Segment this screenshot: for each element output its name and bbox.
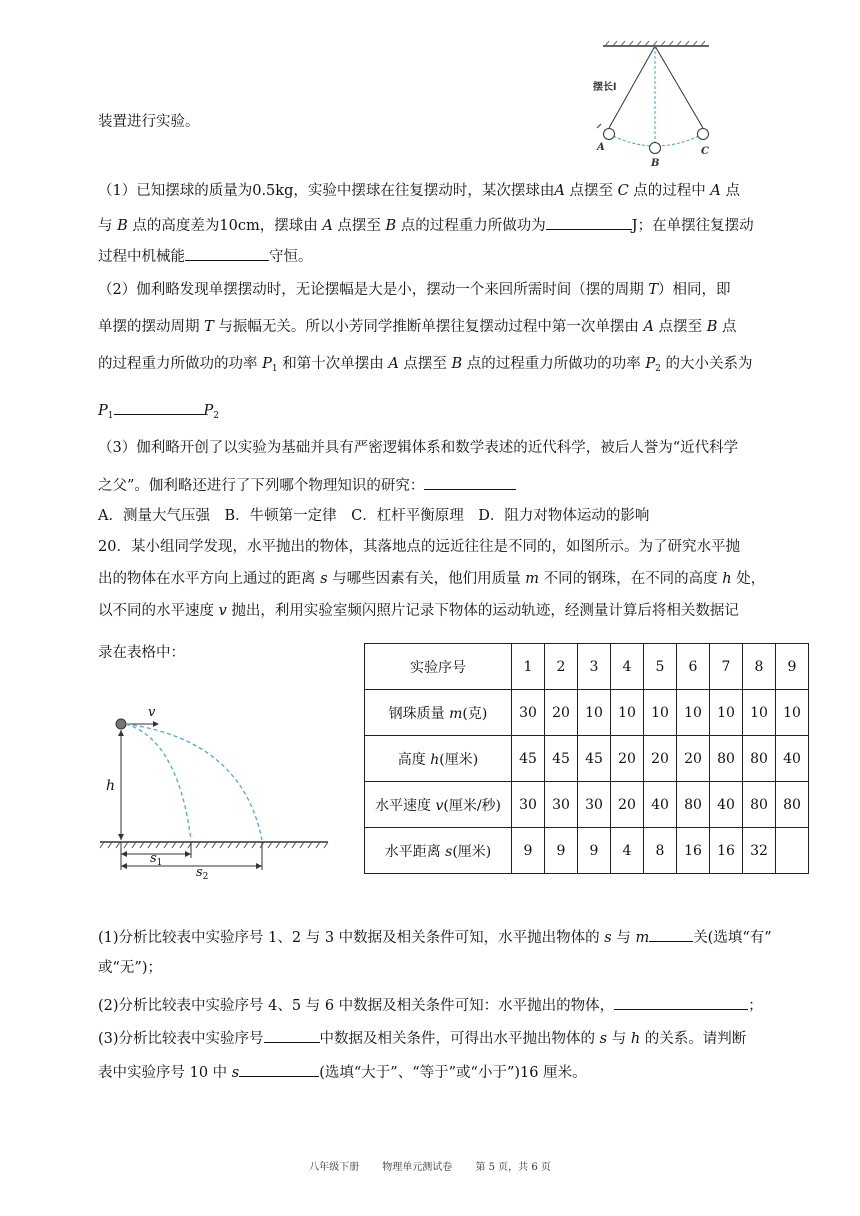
q20-conclusion-blank[interactable] <box>614 993 748 1010</box>
table-header-cell: 水平速度 v(厘米/秒) <box>365 782 512 828</box>
table-cell: 7 <box>710 644 743 690</box>
page-footer <box>0 1158 860 1173</box>
q20-line3: 以不同的水平速度 v 抛出，利用实验室频闪照片记录下物体的运动轨迹，经测量计算后将相关数据记 <box>98 603 739 619</box>
experiment-table <box>364 643 809 874</box>
table-cell: 80 <box>710 736 743 782</box>
q20-line1: 20．某小组同学发现，水平抛出的物体，其落地点的远近往往是不同的，如图所示。为了研究水平抛 <box>98 539 740 555</box>
table-cell: 10 <box>611 690 644 736</box>
table-cell: 80 <box>743 782 776 828</box>
intro-tail: 装置进行实验。 <box>98 114 200 130</box>
table-cell: 4 <box>611 828 644 874</box>
q20-compare-blank[interactable] <box>239 1060 319 1077</box>
table-cell: 30 <box>545 782 578 828</box>
table-cell: 40 <box>710 782 743 828</box>
q19-p1-line2: 与 B 点的高度差为10cm，摆球由 A 点摆至 B 点的过程重力所做功为 J；在单摆往复摆动 <box>98 213 754 236</box>
table-cell: 8 <box>743 644 776 690</box>
table-header-cell: 水平距离 s(厘米) <box>365 828 512 874</box>
table-cell: 2 <box>545 644 578 690</box>
table-cell: 16 <box>710 828 743 874</box>
q20-sub1-line1: (1)分析比较表中实验序号 1、2 与 3 中数据及相关条件可知，水平抛出物体的 s 与 m 关(选填“有” <box>98 925 772 948</box>
table-cell: 4 <box>611 644 644 690</box>
table-cell: 20 <box>611 736 644 782</box>
table-cell: 10 <box>710 690 743 736</box>
height-label: h <box>106 778 116 794</box>
table-cell: 80 <box>776 782 809 828</box>
table-cell: 9 <box>512 828 545 874</box>
table-cell: 1 <box>512 644 545 690</box>
q19-p1-line3: 过程中机械能 守恒。 <box>98 244 313 267</box>
q19-power-blank[interactable] <box>114 398 204 415</box>
q19-p2-line1: （2）伽利略发现单摆摆动时，无论摆幅是大是小，摆动一个来回所需时间（摆的周期 T）相同，即 <box>98 282 731 298</box>
q19-p2-line4: $P_1$ $P_2$ <box>98 398 219 426</box>
q20-line4: 录在表格中： <box>98 645 185 661</box>
table-cell: 10 <box>743 690 776 736</box>
table-cell: 20 <box>611 782 644 828</box>
velocity-label: v <box>148 705 156 720</box>
table-cell: 8 <box>644 828 677 874</box>
table-row <box>365 736 809 782</box>
q20-sub2-line: (2)分析比较表中实验序号 4、5 与 6 中数据及相关条件可知：水平抛出的物体， ； <box>98 993 763 1016</box>
q19-p3-line1: （3）伽利略开创了以实验为基础并具有严密逻辑体系和数学表述的近代科学，被后人誉为“近代科学 <box>98 440 739 456</box>
table-cell: 10 <box>776 690 809 736</box>
table-row <box>365 690 809 736</box>
q19-p2-line3: 的过程重力所做功的功率 $P_1$ 和第十次单摆由 A 点摆至 B 点的过程重力所做功的功率 $P_2$ 的大小关系为 <box>98 356 753 374</box>
q20-sub3-line1: (3)分析比较表中实验序号 中数据及相关条件，可得出水平抛出物体的 s 与 h 的关系。请判断 <box>98 1026 746 1049</box>
q20-line2: 出的物体在水平方向上通过的距离 s 与哪些因素有关，他们用质量 m 不同的钢珠，在不同的高度 h 处， <box>98 571 766 587</box>
distance-s2-label: $s_2$ <box>196 865 209 880</box>
projectile-diagram <box>96 700 336 880</box>
table-cell: 45 <box>512 736 545 782</box>
table-cell: 5 <box>644 644 677 690</box>
table-cell: 9 <box>578 828 611 874</box>
table-cell: 45 <box>545 736 578 782</box>
table-cell: 20 <box>644 736 677 782</box>
pendulum-diagram <box>585 40 725 170</box>
table-cell: 6 <box>677 644 710 690</box>
table-header-cell: 钢珠质量 m(克) <box>365 690 512 736</box>
distance-s1-label: $s_1$ <box>150 851 163 868</box>
table-header-cell: 高度 h(厘米) <box>365 736 512 782</box>
table-cell: 30 <box>512 690 545 736</box>
table-cell: 40 <box>644 782 677 828</box>
table-row <box>365 828 809 874</box>
pendulum-label-a: A <box>597 142 605 153</box>
q20-sub1-line2: 或“无”)； <box>98 960 162 976</box>
q20-mass-blank[interactable] <box>649 925 693 942</box>
table-cell[interactable] <box>776 828 809 874</box>
q19-p1-line1: （1）已知摆球的质量为0.5kg，实验中摆球在往复摆动时，某次摆球由A 点摆至 C 点的过程中 A 点 <box>98 183 740 199</box>
pendulum-length-label: 摆长l <box>593 82 617 93</box>
table-cell: 3 <box>578 644 611 690</box>
table-cell: 32 <box>743 828 776 874</box>
pendulum-label-c: C <box>701 146 709 157</box>
table-cell: 20 <box>677 736 710 782</box>
q19-p3-line2: 之父”。伽利略还进行了下列哪个物理知识的研究： <box>98 473 516 496</box>
pendulum-label-b: B <box>651 158 660 169</box>
table-cell: 9 <box>545 828 578 874</box>
table-cell: 20 <box>545 690 578 736</box>
table-cell: 10 <box>578 690 611 736</box>
table-cell: 30 <box>578 782 611 828</box>
table-cell: 16 <box>677 828 710 874</box>
table-row <box>365 782 809 828</box>
q19-work-blank[interactable] <box>546 213 632 230</box>
q20-sub3-line2: 表中实验序号 10 中 s (选填“大于”、“等于”或“小于”)16 厘米。 <box>98 1060 587 1083</box>
table-header-cell: 实验序号 <box>365 644 512 690</box>
table-cell: 80 <box>677 782 710 828</box>
table-cell: 45 <box>578 736 611 782</box>
table-cell: 80 <box>743 736 776 782</box>
q19-p3-options: A．测量大气压强 B．牛顿第一定律 C．杠杆平衡原理 D．阻力对物体运动的影响 <box>98 508 650 524</box>
table-cell: 30 <box>512 782 545 828</box>
table-row <box>365 644 809 690</box>
table-cell: 10 <box>644 690 677 736</box>
table-cell: 40 <box>776 736 809 782</box>
q19-research-blank[interactable] <box>424 473 516 490</box>
q19-energy-blank[interactable] <box>185 244 269 261</box>
q20-serial-blank[interactable] <box>264 1026 320 1043</box>
table-cell: 10 <box>677 690 710 736</box>
q19-p2-line2: 单摆的摆动周期 T 与振幅无关。所以小芳同学推断单摆往复摆动过程中第一次单摆由 A 点摆至 B 点 <box>98 319 737 335</box>
footer-grade: 八年级下册 <box>309 1162 360 1173</box>
footer-page: 第 5 页，共 6 页 <box>475 1162 551 1173</box>
table-cell: 9 <box>776 644 809 690</box>
footer-subject: 物理单元测试卷 <box>382 1162 453 1173</box>
